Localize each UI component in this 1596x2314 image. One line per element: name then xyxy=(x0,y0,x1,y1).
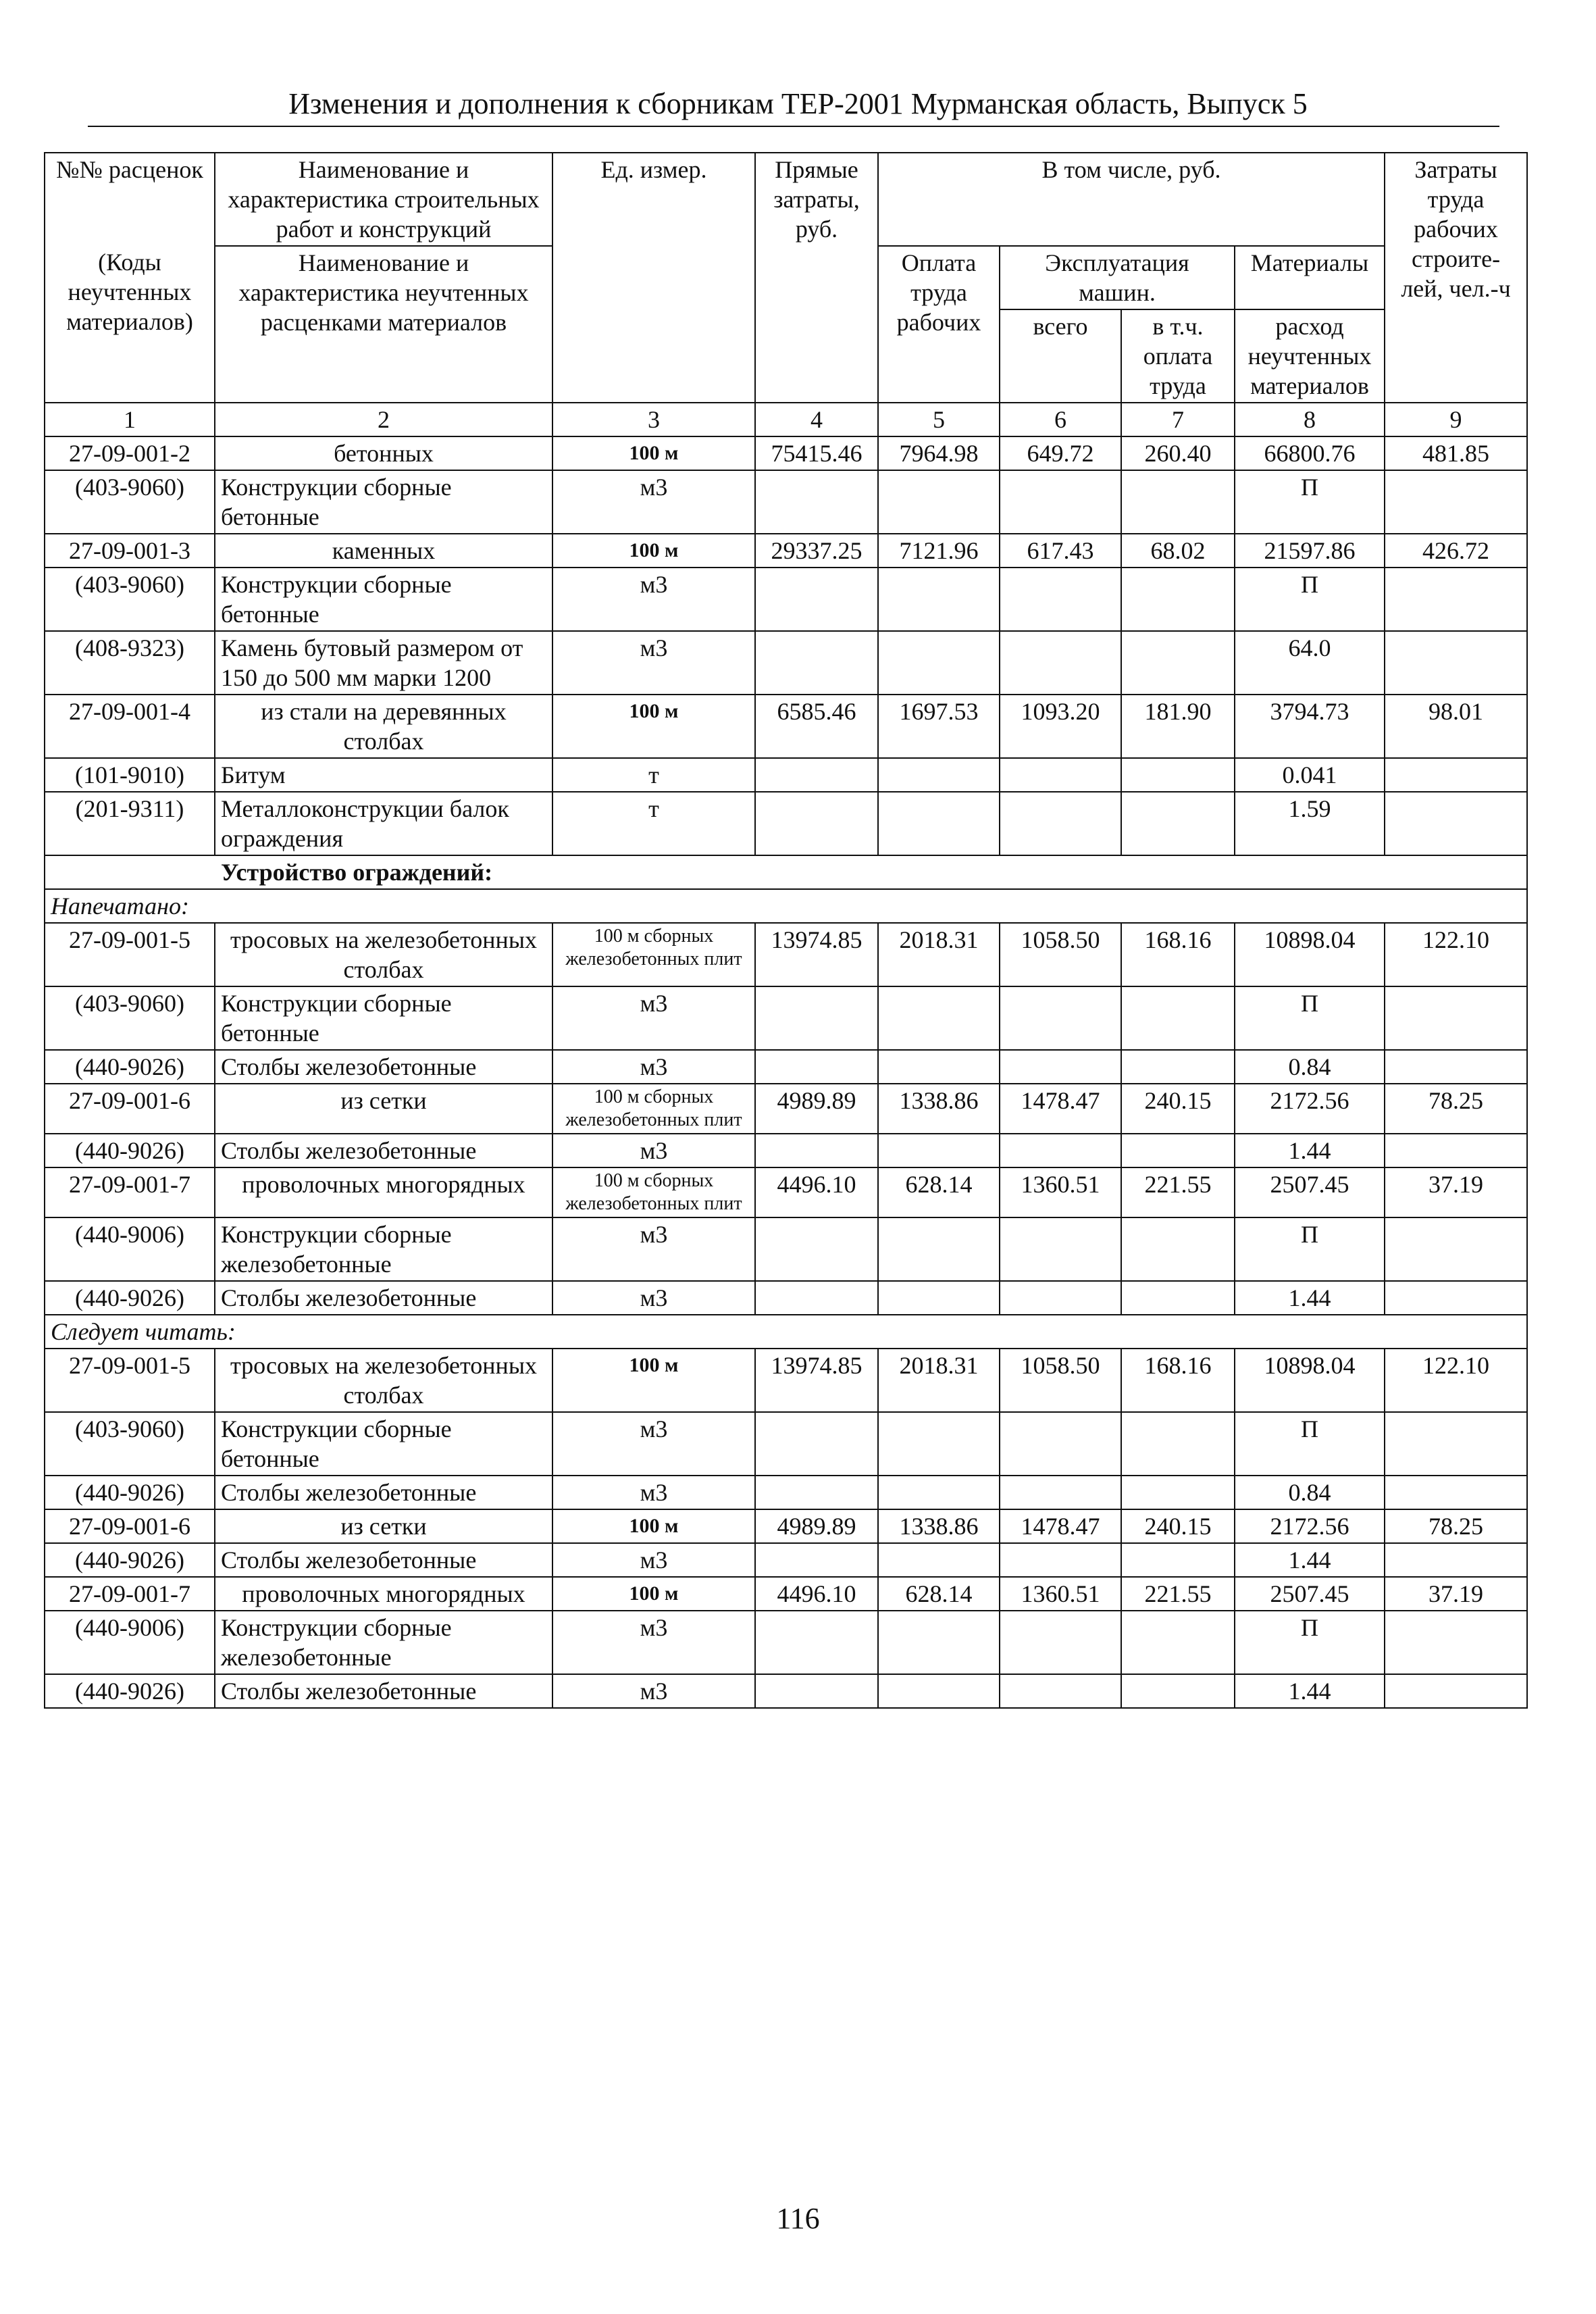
wages-cost: 7121.96 xyxy=(878,534,1000,568)
rate-name: Металлоконструкции балок ограждения xyxy=(215,792,552,855)
direct-cost: 13974.85 xyxy=(755,1349,878,1412)
rate-unit: 100 м сборных железобетонных плит xyxy=(552,1167,755,1217)
rate-unit: 100 м сборных железобетонных плит xyxy=(552,923,755,986)
wages-cost xyxy=(878,1412,1000,1476)
machines-cost: 1093.20 xyxy=(1000,695,1121,758)
machines-cost: 1360.51 xyxy=(1000,1577,1121,1611)
materials-cost: 2172.56 xyxy=(1235,1509,1385,1543)
machines-cost xyxy=(1000,1476,1121,1509)
machines-cost xyxy=(1000,1543,1121,1577)
wages-cost xyxy=(878,1476,1000,1509)
labor-cost xyxy=(1385,792,1527,855)
direct-cost xyxy=(755,758,878,792)
material-row xyxy=(45,1543,1527,1577)
rate-name: Столбы железобетонные xyxy=(215,1674,552,1708)
header-incl: В том числе, руб. xyxy=(878,153,1385,246)
rate-unit: м3 xyxy=(552,1281,755,1315)
rate-unit: м3 xyxy=(552,1134,755,1167)
rate-code: (440-9026) xyxy=(45,1476,215,1509)
material-row xyxy=(45,568,1527,631)
rate-unit: т xyxy=(552,758,755,792)
labor-cost xyxy=(1385,1281,1527,1315)
col-number: 5 xyxy=(878,403,1000,436)
rate-unit: 100 м xyxy=(552,1577,755,1611)
direct-cost: 4496.10 xyxy=(755,1167,878,1217)
labor-cost xyxy=(1385,1134,1527,1167)
labor-cost: 426.72 xyxy=(1385,534,1527,568)
materials-cost: 10898.04 xyxy=(1235,1349,1385,1412)
printed-label: Напечатано: xyxy=(45,889,1527,923)
materials-cost: П xyxy=(1235,470,1385,534)
labor-cost xyxy=(1385,758,1527,792)
materials-cost: 2507.45 xyxy=(1235,1577,1385,1611)
machines-cost xyxy=(1000,986,1121,1050)
price-table xyxy=(44,152,1528,1709)
machines-wages-cost: 68.02 xyxy=(1121,534,1235,568)
machines-wages-cost xyxy=(1121,1543,1235,1577)
table-row xyxy=(45,534,1527,568)
direct-cost xyxy=(755,1050,878,1084)
wages-cost xyxy=(878,1217,1000,1281)
machines-wages-cost xyxy=(1121,758,1235,792)
labor-cost xyxy=(1385,1674,1527,1708)
wages-cost: 1697.53 xyxy=(878,695,1000,758)
rate-code: (403-9060) xyxy=(45,470,215,534)
printed-label-row xyxy=(45,889,1527,923)
machines-wages-cost: 181.90 xyxy=(1121,695,1235,758)
machines-wages-cost xyxy=(1121,1050,1235,1084)
rate-unit: 100 м xyxy=(552,1509,755,1543)
header-row-1 xyxy=(45,153,1527,246)
machines-cost xyxy=(1000,1050,1121,1084)
rate-name: проволочных многорядных xyxy=(215,1167,552,1217)
rate-code: 27-09-001-5 xyxy=(45,1349,215,1412)
material-row xyxy=(45,792,1527,855)
direct-cost xyxy=(755,1281,878,1315)
header-direct: Прямые затраты, руб. xyxy=(755,153,878,403)
rate-code: (440-9006) xyxy=(45,1217,215,1281)
machines-cost xyxy=(1000,631,1121,695)
materials-cost: П xyxy=(1235,568,1385,631)
rate-code: (440-9026) xyxy=(45,1134,215,1167)
rate-code: (403-9060) xyxy=(45,568,215,631)
wages-cost xyxy=(878,986,1000,1050)
materials-cost: 21597.86 xyxy=(1235,534,1385,568)
wages-cost xyxy=(878,1050,1000,1084)
rate-code: 27-09-001-5 xyxy=(45,923,215,986)
machines-cost: 1058.50 xyxy=(1000,923,1121,986)
header-code: №№ расценок xyxy=(45,153,215,246)
labor-cost: 78.25 xyxy=(1385,1084,1527,1134)
rate-unit: м3 xyxy=(552,1543,755,1577)
labor-cost: 78.25 xyxy=(1385,1509,1527,1543)
machines-cost xyxy=(1000,1412,1121,1476)
material-row xyxy=(45,1412,1527,1476)
rate-name: из сетки xyxy=(215,1084,552,1134)
machines-wages-cost xyxy=(1121,470,1235,534)
wages-cost xyxy=(878,1674,1000,1708)
labor-cost: 37.19 xyxy=(1385,1167,1527,1217)
machines-wages-cost xyxy=(1121,1674,1235,1708)
direct-cost xyxy=(755,1476,878,1509)
labor-cost xyxy=(1385,631,1527,695)
col-number: 9 xyxy=(1385,403,1527,436)
materials-cost: 2507.45 xyxy=(1235,1167,1385,1217)
material-row xyxy=(45,1476,1527,1509)
wages-cost xyxy=(878,470,1000,534)
machines-cost xyxy=(1000,1217,1121,1281)
page-title: Изменения и дополнения к сборникам ТЕР-2001 Мурманская область, Выпуск 5 xyxy=(288,87,1308,120)
direct-cost: 4989.89 xyxy=(755,1509,878,1543)
rate-unit: м3 xyxy=(552,1217,755,1281)
col-number: 6 xyxy=(1000,403,1121,436)
header-code-sub: (Коды неучтенных материалов) xyxy=(45,246,215,403)
materials-cost: 66800.76 xyxy=(1235,436,1385,470)
machines-cost xyxy=(1000,1134,1121,1167)
materials-cost: 1.44 xyxy=(1235,1543,1385,1577)
machines-cost xyxy=(1000,1674,1121,1708)
rate-unit: м3 xyxy=(552,1050,755,1084)
title-rule xyxy=(88,126,1499,127)
labor-cost xyxy=(1385,1543,1527,1577)
table-row xyxy=(45,1509,1527,1543)
material-row xyxy=(45,986,1527,1050)
rate-code: 27-09-001-3 xyxy=(45,534,215,568)
machines-wages-cost xyxy=(1121,1281,1235,1315)
labor-cost xyxy=(1385,986,1527,1050)
rate-unit: м3 xyxy=(552,986,755,1050)
wages-cost xyxy=(878,758,1000,792)
rate-name: Конструкции сборные бетонные xyxy=(215,568,552,631)
material-row xyxy=(45,1674,1527,1708)
rate-unit: т xyxy=(552,792,755,855)
direct-cost: 29337.25 xyxy=(755,534,878,568)
rate-code: (440-9026) xyxy=(45,1674,215,1708)
machines-cost: 1058.50 xyxy=(1000,1349,1121,1412)
wages-cost: 7964.98 xyxy=(878,436,1000,470)
machines-cost xyxy=(1000,568,1121,631)
rate-unit: 100 м сборных железобетонных плит xyxy=(552,1084,755,1134)
direct-cost xyxy=(755,1543,878,1577)
read-label-row xyxy=(45,1315,1527,1349)
labor-cost: 98.01 xyxy=(1385,695,1527,758)
materials-cost: П xyxy=(1235,1611,1385,1674)
col-number: 8 xyxy=(1235,403,1385,436)
wages-cost xyxy=(878,1543,1000,1577)
direct-cost xyxy=(755,631,878,695)
machines-cost: 617.43 xyxy=(1000,534,1121,568)
col-number: 2 xyxy=(215,403,552,436)
rate-name: каменных xyxy=(215,534,552,568)
header-name: Наименование и характеристика строительных работ и конструкций xyxy=(215,153,552,246)
labor-cost xyxy=(1385,1217,1527,1281)
direct-cost: 4496.10 xyxy=(755,1577,878,1611)
machines-wages-cost xyxy=(1121,1217,1235,1281)
wages-cost: 1338.86 xyxy=(878,1084,1000,1134)
rate-name: Конструкции сборные бетонные xyxy=(215,1412,552,1476)
header-wages: Оплата труда рабочих xyxy=(878,246,1000,403)
rate-code: 27-09-001-6 xyxy=(45,1509,215,1543)
machines-wages-cost: 221.55 xyxy=(1121,1167,1235,1217)
read-label: Следует читать: xyxy=(45,1315,1527,1349)
rate-unit: м3 xyxy=(552,1412,755,1476)
rate-name: бетонных xyxy=(215,436,552,470)
rate-unit: 100 м xyxy=(552,1349,755,1412)
materials-cost: 1.59 xyxy=(1235,792,1385,855)
rate-unit: 100 м xyxy=(552,534,755,568)
material-row xyxy=(45,758,1527,792)
header-machines-total: всего xyxy=(1000,309,1121,403)
rate-code: 27-09-001-7 xyxy=(45,1167,215,1217)
header-machines: Эксплуатация машин. xyxy=(1000,246,1235,309)
rate-name: Конструкции сборные бетонные xyxy=(215,470,552,534)
machines-cost: 1478.47 xyxy=(1000,1084,1121,1134)
materials-cost: 2172.56 xyxy=(1235,1084,1385,1134)
rate-code: (101-9010) xyxy=(45,758,215,792)
machines-cost: 1478.47 xyxy=(1000,1509,1121,1543)
wages-cost: 2018.31 xyxy=(878,923,1000,986)
table-row xyxy=(45,923,1527,986)
rate-name: Конструкции сборные бетонные xyxy=(215,986,552,1050)
col-number: 4 xyxy=(755,403,878,436)
col-number: 3 xyxy=(552,403,755,436)
machines-wages-cost xyxy=(1121,1611,1235,1674)
rate-unit: м3 xyxy=(552,1476,755,1509)
machines-cost xyxy=(1000,792,1121,855)
rate-code: (201-9311) xyxy=(45,792,215,855)
section-title-row xyxy=(45,855,1527,889)
direct-cost: 4989.89 xyxy=(755,1084,878,1134)
rate-name: из стали на деревянных столбах xyxy=(215,695,552,758)
wages-cost: 2018.31 xyxy=(878,1349,1000,1412)
machines-cost xyxy=(1000,1611,1121,1674)
table-row xyxy=(45,436,1527,470)
labor-cost xyxy=(1385,1050,1527,1084)
wages-cost xyxy=(878,792,1000,855)
labor-cost xyxy=(1385,568,1527,631)
rate-unit: м3 xyxy=(552,568,755,631)
machines-cost: 1360.51 xyxy=(1000,1167,1121,1217)
direct-cost xyxy=(755,568,878,631)
rate-name: Битум xyxy=(215,758,552,792)
direct-cost xyxy=(755,986,878,1050)
rate-name: Камень бутовый размером от 150 до 500 мм марки 1200 xyxy=(215,631,552,695)
machines-wages-cost xyxy=(1121,1412,1235,1476)
rate-code: (408-9323) xyxy=(45,631,215,695)
direct-cost xyxy=(755,792,878,855)
rate-code: 27-09-001-7 xyxy=(45,1577,215,1611)
col-number: 1 xyxy=(45,403,215,436)
direct-cost xyxy=(755,1134,878,1167)
table-row xyxy=(45,1577,1527,1611)
materials-cost: 0.84 xyxy=(1235,1476,1385,1509)
materials-cost: 1.44 xyxy=(1235,1134,1385,1167)
rate-name: Столбы железобетонные xyxy=(215,1543,552,1577)
rate-code: (440-9006) xyxy=(45,1611,215,1674)
rate-code: 27-09-001-2 xyxy=(45,436,215,470)
wages-cost xyxy=(878,631,1000,695)
machines-cost xyxy=(1000,470,1121,534)
machines-wages-cost: 168.16 xyxy=(1121,1349,1235,1412)
material-row xyxy=(45,1050,1527,1084)
header-machines-wages: в т.ч. оплата труда xyxy=(1121,309,1235,403)
direct-cost: 13974.85 xyxy=(755,923,878,986)
labor-cost: 122.10 xyxy=(1385,923,1527,986)
materials-cost: 3794.73 xyxy=(1235,695,1385,758)
rate-unit: м3 xyxy=(552,1611,755,1674)
labor-cost xyxy=(1385,1476,1527,1509)
table-row xyxy=(45,1167,1527,1217)
labor-cost xyxy=(1385,470,1527,534)
machines-wages-cost xyxy=(1121,986,1235,1050)
header-unit: Ед. измер. xyxy=(552,153,755,403)
rate-unit: м3 xyxy=(552,470,755,534)
rate-code: (440-9026) xyxy=(45,1050,215,1084)
rate-code: (403-9060) xyxy=(45,986,215,1050)
material-row xyxy=(45,470,1527,534)
direct-cost: 75415.46 xyxy=(755,436,878,470)
header-labor: Затраты труда рабочих строите-лей, чел.-ч xyxy=(1385,153,1527,403)
wages-cost xyxy=(878,1134,1000,1167)
machines-wages-cost xyxy=(1121,1476,1235,1509)
rate-name: Столбы железобетонные xyxy=(215,1050,552,1084)
labor-cost xyxy=(1385,1611,1527,1674)
materials-cost: П xyxy=(1235,1217,1385,1281)
rate-unit: 100 м xyxy=(552,436,755,470)
rate-code: 27-09-001-6 xyxy=(45,1084,215,1134)
machines-wages-cost: 168.16 xyxy=(1121,923,1235,986)
rate-name: Столбы железобетонные xyxy=(215,1134,552,1167)
header-materials-sub: расход неучтенных материалов xyxy=(1235,309,1385,403)
material-row xyxy=(45,1611,1527,1674)
machines-wages-cost: 260.40 xyxy=(1121,436,1235,470)
wages-cost xyxy=(878,568,1000,631)
column-number-row xyxy=(45,403,1527,436)
rate-name: тросовых на железобетонных столбах xyxy=(215,923,552,986)
rate-name: Конструкции сборные железобетонные xyxy=(215,1611,552,1674)
labor-cost xyxy=(1385,1412,1527,1476)
direct-cost xyxy=(755,1412,878,1476)
direct-cost: 6585.46 xyxy=(755,695,878,758)
rate-name: проволочных многорядных xyxy=(215,1577,552,1611)
materials-cost: 0.041 xyxy=(1235,758,1385,792)
labor-cost: 481.85 xyxy=(1385,436,1527,470)
machines-wages-cost: 240.15 xyxy=(1121,1509,1235,1543)
section-title: Устройство ограждений: xyxy=(45,855,1527,889)
materials-cost: 0.84 xyxy=(1235,1050,1385,1084)
wages-cost: 628.14 xyxy=(878,1167,1000,1217)
materials-cost: 64.0 xyxy=(1235,631,1385,695)
rate-name: из сетки xyxy=(215,1509,552,1543)
rate-code: (440-9026) xyxy=(45,1543,215,1577)
direct-cost xyxy=(755,1674,878,1708)
materials-cost: П xyxy=(1235,1412,1385,1476)
material-row xyxy=(45,1134,1527,1167)
material-row xyxy=(45,631,1527,695)
machines-wages-cost xyxy=(1121,631,1235,695)
wages-cost: 628.14 xyxy=(878,1577,1000,1611)
labor-cost: 37.19 xyxy=(1385,1577,1527,1611)
wages-cost xyxy=(878,1281,1000,1315)
machines-wages-cost: 221.55 xyxy=(1121,1577,1235,1611)
table-row xyxy=(45,695,1527,758)
materials-cost: 1.44 xyxy=(1235,1281,1385,1315)
rate-name: Конструкции сборные железобетонные xyxy=(215,1217,552,1281)
direct-cost xyxy=(755,1217,878,1281)
machines-cost xyxy=(1000,1281,1121,1315)
col-number: 7 xyxy=(1121,403,1235,436)
rate-name: Столбы железобетонные xyxy=(215,1476,552,1509)
labor-cost: 122.10 xyxy=(1385,1349,1527,1412)
rate-unit: м3 xyxy=(552,631,755,695)
rate-name: тросовых на железобетонных столбах xyxy=(215,1349,552,1412)
materials-cost: 10898.04 xyxy=(1235,923,1385,986)
wages-cost xyxy=(878,1611,1000,1674)
direct-cost xyxy=(755,470,878,534)
table-row xyxy=(45,1084,1527,1134)
rate-code: (403-9060) xyxy=(45,1412,215,1476)
rate-unit: м3 xyxy=(552,1674,755,1708)
wages-cost: 1338.86 xyxy=(878,1509,1000,1543)
machines-wages-cost xyxy=(1121,792,1235,855)
rate-code: 27-09-001-4 xyxy=(45,695,215,758)
materials-cost: 1.44 xyxy=(1235,1674,1385,1708)
rate-unit: 100 м xyxy=(552,695,755,758)
header-name-sub: Наименование и характеристика неучтенных расценками материалов xyxy=(215,246,552,403)
rate-code: (440-9026) xyxy=(45,1281,215,1315)
header-materials: Материалы xyxy=(1235,246,1385,309)
machines-wages-cost: 240.15 xyxy=(1121,1084,1235,1134)
page-number: 116 xyxy=(776,2202,820,2235)
rate-name: Столбы железобетонные xyxy=(215,1281,552,1315)
machines-wages-cost xyxy=(1121,568,1235,631)
material-row xyxy=(45,1217,1527,1281)
machines-wages-cost xyxy=(1121,1134,1235,1167)
materials-cost: П xyxy=(1235,986,1385,1050)
direct-cost xyxy=(755,1611,878,1674)
machines-cost xyxy=(1000,758,1121,792)
material-row xyxy=(45,1281,1527,1315)
table-row xyxy=(45,1349,1527,1412)
machines-cost: 649.72 xyxy=(1000,436,1121,470)
